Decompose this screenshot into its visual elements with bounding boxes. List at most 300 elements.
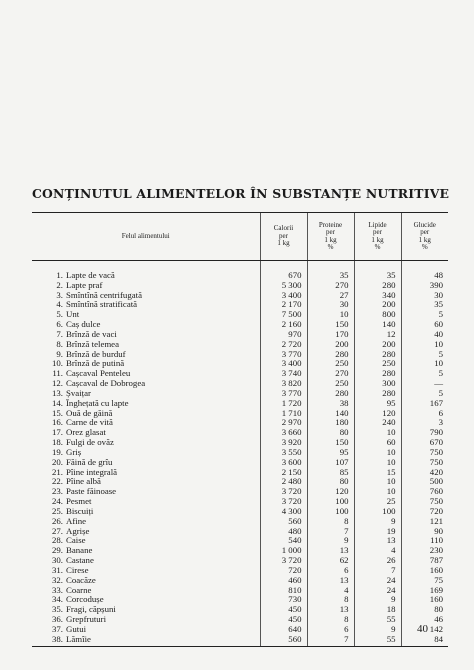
row-number: 38. — [52, 634, 63, 644]
carbs-cell: 160 — [401, 595, 448, 605]
food-name: Banane — [66, 546, 93, 556]
protein-cell: 80 — [307, 477, 354, 487]
table-row — [32, 428, 448, 438]
fat-cell: 24 — [354, 576, 401, 586]
protein-cell: 13 — [307, 605, 354, 615]
protein-cell: 6 — [307, 566, 354, 576]
fat-cell: 120 — [354, 409, 401, 419]
calories-cell: 7 500 — [260, 310, 307, 320]
protein-cell: 62 — [307, 556, 354, 566]
table-row — [32, 468, 448, 478]
table-row — [32, 556, 448, 566]
food-name: Lămîie — [66, 634, 91, 644]
calories-cell: 2 170 — [260, 300, 307, 310]
carbs-cell: 46 — [401, 615, 448, 625]
protein-cell: 85 — [307, 468, 354, 478]
food-name: Biscuiți — [66, 506, 94, 516]
row-number: 34. — [52, 595, 63, 605]
fat-cell: 280 — [354, 350, 401, 360]
carbs-cell: 110 — [401, 536, 448, 546]
calories-cell: 4 300 — [260, 507, 307, 517]
table-row — [32, 546, 448, 556]
page-number: 40 — [417, 623, 428, 635]
row-number: 27. — [52, 526, 63, 536]
header-fat-line: per — [373, 228, 382, 237]
row-number: 6. — [56, 320, 63, 330]
food-name: Fragi, căpșuni — [66, 605, 116, 615]
nutrition-table — [32, 212, 448, 647]
carbs-cell: 760 — [401, 487, 448, 497]
food-cell — [32, 487, 260, 497]
food-name: Carne de vită — [66, 418, 113, 428]
row-number: 5. — [56, 310, 63, 320]
food-cell — [32, 320, 260, 330]
food-cell — [32, 409, 260, 419]
calories-cell: 2 480 — [260, 477, 307, 487]
protein-cell: 13 — [307, 576, 354, 586]
header-protein-line: 1 kg — [324, 235, 337, 244]
header-carbs-line: per — [420, 228, 430, 237]
carbs-cell: 169 — [401, 586, 448, 596]
fat-cell: 10 — [354, 487, 401, 497]
protein-cell: 270 — [307, 281, 354, 291]
table-row — [32, 507, 448, 517]
calories-cell: 3 720 — [260, 556, 307, 566]
carbs-cell: 84 — [401, 635, 448, 647]
row-number: 8. — [56, 339, 63, 349]
protein-cell: 120 — [307, 487, 354, 497]
food-cell — [32, 546, 260, 556]
row-number: 18. — [52, 438, 63, 448]
calories-cell: 3 770 — [260, 350, 307, 360]
food-name: Paste făinoase — [66, 487, 117, 497]
protein-cell: 107 — [307, 458, 354, 468]
calories-cell: 540 — [260, 536, 307, 546]
header-fat-line: Lipide — [368, 220, 387, 229]
food-name: Coarne — [66, 585, 92, 595]
food-name: Lapte de vacă — [66, 270, 115, 280]
table-row — [32, 586, 448, 596]
header-carbs-line: % — [421, 242, 428, 251]
table-row — [32, 438, 448, 448]
fat-cell: 12 — [354, 330, 401, 340]
carbs-cell: 60 — [401, 320, 448, 330]
calories-cell: 1 710 — [260, 409, 307, 419]
food-name: Brînză de burduf — [66, 349, 126, 359]
fat-cell: 26 — [354, 556, 401, 566]
row-number: 11. — [52, 369, 63, 379]
fat-cell: 280 — [354, 389, 401, 399]
protein-cell: 7 — [307, 527, 354, 537]
calories-cell: 970 — [260, 330, 307, 340]
protein-cell: 140 — [307, 409, 354, 419]
calories-cell: 5 300 — [260, 281, 307, 291]
food-name: Agrișe — [66, 526, 90, 536]
calories-cell: 3 720 — [260, 497, 307, 507]
fat-cell: 13 — [354, 536, 401, 546]
food-name: Caise — [66, 536, 86, 546]
table-row — [32, 369, 448, 379]
food-cell — [32, 438, 260, 448]
food-cell — [32, 379, 260, 389]
calories-cell: 3 770 — [260, 389, 307, 399]
food-name: Lapte praf — [66, 280, 103, 290]
carbs-cell: 5 — [401, 350, 448, 360]
row-number: 35. — [52, 605, 63, 615]
food-name: Brînză telemea — [66, 339, 119, 349]
table-row — [32, 576, 448, 586]
calories-cell: 670 — [260, 261, 307, 281]
header-carbs-line: Glucide — [413, 220, 436, 229]
row-number: 2. — [56, 280, 63, 290]
food-cell — [32, 399, 260, 409]
food-name: Fulgi de ovăz — [66, 438, 114, 448]
row-number: 22. — [52, 477, 63, 487]
food-name: Cirese — [66, 565, 89, 575]
calories-cell: 2 160 — [260, 320, 307, 330]
fat-cell: 10 — [354, 448, 401, 458]
row-number: 29. — [52, 546, 63, 556]
row-number: 26. — [52, 516, 63, 526]
food-cell — [32, 635, 260, 647]
food-cell — [32, 300, 260, 310]
protein-cell: 8 — [307, 615, 354, 625]
calories-cell: 3 400 — [260, 291, 307, 301]
protein-cell: 100 — [307, 497, 354, 507]
table-row — [32, 291, 448, 301]
calories-cell: 2 720 — [260, 340, 307, 350]
carbs-cell: 142 — [401, 625, 448, 635]
carbs-cell: 787 — [401, 556, 448, 566]
header-protein-line: per — [326, 228, 335, 237]
protein-cell: 250 — [307, 359, 354, 369]
table-row — [32, 389, 448, 399]
protein-cell: 100 — [307, 507, 354, 517]
food-name: Pîine albă — [66, 477, 101, 487]
page-title: CONȚINUTUL ALIMENTELOR ÎN SUBSTANȚE NUTRITIVE — [32, 186, 450, 201]
table-row — [32, 350, 448, 360]
calories-cell: 2 150 — [260, 468, 307, 478]
food-cell — [32, 261, 260, 281]
food-cell — [32, 468, 260, 478]
fat-cell: 340 — [354, 291, 401, 301]
food-name: Brînză de vaci — [66, 329, 117, 339]
calories-cell: 3 550 — [260, 448, 307, 458]
fat-cell: 10 — [354, 458, 401, 468]
header-calories-line: Calorii — [273, 224, 294, 233]
table-row — [32, 517, 448, 527]
food-name: Smîntînă stratificată — [66, 300, 138, 310]
calories-cell: 2 970 — [260, 418, 307, 428]
protein-cell: 7 — [307, 635, 354, 647]
fat-cell: 10 — [354, 428, 401, 438]
row-number: 23. — [52, 487, 63, 497]
header-carbs — [401, 213, 448, 261]
carbs-cell: 750 — [401, 448, 448, 458]
food-name: Griș — [66, 447, 82, 457]
header-food: Felul alimentului — [32, 213, 260, 261]
protein-cell: 13 — [307, 546, 354, 556]
fat-cell: 4 — [354, 546, 401, 556]
row-number: 15. — [52, 408, 63, 418]
table-row — [32, 536, 448, 546]
calories-cell: 3 660 — [260, 428, 307, 438]
table-row — [32, 418, 448, 428]
protein-cell: 8 — [307, 595, 354, 605]
food-cell — [32, 389, 260, 399]
header-fat — [354, 213, 401, 261]
fat-cell: 9 — [354, 625, 401, 635]
fat-cell: 10 — [354, 477, 401, 487]
table-row — [32, 527, 448, 537]
food-cell — [32, 340, 260, 350]
food-name: Pesmet — [66, 497, 92, 507]
carbs-cell: 750 — [401, 458, 448, 468]
food-cell — [32, 527, 260, 537]
carbs-cell: 40 — [401, 330, 448, 340]
protein-cell: 30 — [307, 300, 354, 310]
fat-cell: 24 — [354, 586, 401, 596]
table-body — [32, 261, 448, 647]
fat-cell: 100 — [354, 507, 401, 517]
table-row — [32, 448, 448, 458]
protein-cell: 9 — [307, 536, 354, 546]
row-number: 20. — [52, 457, 63, 467]
food-cell — [32, 586, 260, 596]
row-number: 7. — [56, 329, 63, 339]
protein-cell: 38 — [307, 399, 354, 409]
fat-cell: 9 — [354, 595, 401, 605]
calories-cell: 730 — [260, 595, 307, 605]
food-name: Șvaițar — [66, 388, 91, 398]
row-number: 13. — [52, 388, 63, 398]
food-name: Coacăze — [66, 575, 96, 585]
food-name: Afine — [66, 516, 87, 526]
fat-cell: 19 — [354, 527, 401, 537]
fat-cell: 35 — [354, 261, 401, 281]
fat-cell: 60 — [354, 438, 401, 448]
row-number: 28. — [52, 536, 63, 546]
food-cell — [32, 507, 260, 517]
header-calories-line: per — [279, 231, 288, 240]
food-name: Unt — [66, 310, 80, 320]
food-name: Grepfruturi — [66, 614, 107, 624]
row-number: 37. — [52, 624, 63, 634]
fat-cell: 15 — [354, 468, 401, 478]
header-protein — [307, 213, 354, 261]
fat-cell: 300 — [354, 379, 401, 389]
row-number: 33. — [52, 585, 63, 595]
food-name: Caș dulce — [66, 320, 101, 330]
table-row — [32, 477, 448, 487]
food-cell — [32, 458, 260, 468]
food-name: Cașcaval de Dobrogea — [66, 379, 146, 389]
food-cell — [32, 291, 260, 301]
table-row — [32, 261, 448, 281]
protein-cell: 150 — [307, 320, 354, 330]
carbs-cell: 390 — [401, 281, 448, 291]
food-name: Castane — [66, 556, 94, 566]
row-number: 14. — [52, 398, 63, 408]
calories-cell: 450 — [260, 605, 307, 615]
fat-cell: 240 — [354, 418, 401, 428]
fat-cell: 7 — [354, 566, 401, 576]
protein-cell: 200 — [307, 340, 354, 350]
carbs-cell: 500 — [401, 477, 448, 487]
row-number: 21. — [52, 467, 63, 477]
row-number: 32. — [52, 575, 63, 585]
protein-cell: 270 — [307, 369, 354, 379]
food-cell — [32, 418, 260, 428]
food-cell — [32, 359, 260, 369]
carbs-cell: — — [401, 379, 448, 389]
food-cell — [32, 310, 260, 320]
protein-cell: 250 — [307, 379, 354, 389]
calories-cell: 3 740 — [260, 369, 307, 379]
calories-cell: 3 720 — [260, 487, 307, 497]
table-row — [32, 399, 448, 409]
table-row — [32, 605, 448, 615]
fat-cell: 55 — [354, 615, 401, 625]
calories-cell: 1 720 — [260, 399, 307, 409]
food-cell — [32, 477, 260, 487]
row-number: 3. — [56, 290, 63, 300]
protein-cell: 280 — [307, 350, 354, 360]
food-cell — [32, 536, 260, 546]
row-number: 36. — [52, 614, 63, 624]
carbs-cell: 670 — [401, 438, 448, 448]
table-row — [32, 635, 448, 647]
fat-cell: 95 — [354, 399, 401, 409]
table-row — [32, 409, 448, 419]
protein-cell: 150 — [307, 438, 354, 448]
calories-cell: 3 600 — [260, 458, 307, 468]
carbs-cell: 167 — [401, 399, 448, 409]
table-row — [32, 340, 448, 350]
carbs-cell: 790 — [401, 428, 448, 438]
protein-cell: 170 — [307, 330, 354, 340]
calories-cell: 450 — [260, 615, 307, 625]
food-name: Ouă de găină — [66, 408, 113, 418]
protein-cell: 27 — [307, 291, 354, 301]
carbs-cell: 6 — [401, 409, 448, 419]
carbs-cell: 160 — [401, 566, 448, 576]
table-row — [32, 487, 448, 497]
header-protein-line: % — [327, 242, 334, 251]
food-name: Brînză de putină — [66, 359, 125, 369]
calories-cell: 460 — [260, 576, 307, 586]
fat-cell: 200 — [354, 300, 401, 310]
protein-cell: 6 — [307, 625, 354, 635]
fat-cell: 9 — [354, 517, 401, 527]
table-row — [32, 566, 448, 576]
fat-cell: 280 — [354, 281, 401, 291]
fat-cell: 800 — [354, 310, 401, 320]
protein-cell: 10 — [307, 310, 354, 320]
row-number: 12. — [52, 379, 63, 389]
header-calories — [260, 213, 307, 261]
protein-cell: 4 — [307, 586, 354, 596]
food-name: Orez glasat — [66, 428, 106, 438]
header-fat-line: % — [374, 242, 381, 251]
protein-cell: 95 — [307, 448, 354, 458]
food-cell — [32, 556, 260, 566]
food-cell — [32, 281, 260, 291]
table-row — [32, 625, 448, 635]
food-cell — [32, 595, 260, 605]
row-number: 19. — [52, 447, 63, 457]
food-name: Smîntînă centrifugată — [66, 290, 142, 300]
protein-cell: 35 — [307, 261, 354, 281]
carbs-cell: 90 — [401, 527, 448, 537]
calories-cell: 1 000 — [260, 546, 307, 556]
carbs-cell: 3 — [401, 418, 448, 428]
table-row — [32, 615, 448, 625]
carbs-cell: 10 — [401, 359, 448, 369]
food-cell — [32, 448, 260, 458]
protein-cell: 180 — [307, 418, 354, 428]
food-cell — [32, 625, 260, 635]
calories-cell: 3 820 — [260, 379, 307, 389]
table-row — [32, 379, 448, 389]
carbs-cell: 10 — [401, 340, 448, 350]
food-name: Cașcaval Penteleu — [66, 369, 131, 379]
table-row — [32, 320, 448, 330]
carbs-cell: 420 — [401, 468, 448, 478]
food-cell — [32, 605, 260, 615]
food-name: Făină de grîu — [66, 457, 113, 467]
calories-cell: 810 — [260, 586, 307, 596]
row-number: 16. — [52, 418, 63, 428]
calories-cell: 480 — [260, 527, 307, 537]
header-calories-line: 1 kg — [277, 239, 290, 248]
row-number: 4. — [56, 300, 63, 310]
row-number: 25. — [52, 506, 63, 516]
header-carbs-line: 1 kg — [418, 235, 431, 244]
calories-cell: 3 920 — [260, 438, 307, 448]
table-row — [32, 497, 448, 507]
food-cell — [32, 497, 260, 507]
calories-cell: 640 — [260, 625, 307, 635]
table-row — [32, 458, 448, 468]
table-row — [32, 359, 448, 369]
carbs-cell: 35 — [401, 300, 448, 310]
header-protein-line: Proteine — [318, 220, 343, 229]
fat-cell: 250 — [354, 359, 401, 369]
calories-cell: 720 — [260, 566, 307, 576]
food-cell — [32, 517, 260, 527]
row-number: 1. — [56, 270, 63, 280]
table-row — [32, 330, 448, 340]
carbs-cell: 720 — [401, 507, 448, 517]
carbs-cell: 121 — [401, 517, 448, 527]
carbs-cell: 230 — [401, 546, 448, 556]
table-row — [32, 310, 448, 320]
row-number: 30. — [52, 556, 63, 566]
table-row — [32, 595, 448, 605]
food-cell — [32, 428, 260, 438]
carbs-cell: 5 — [401, 389, 448, 399]
carbs-cell: 750 — [401, 497, 448, 507]
protein-cell: 80 — [307, 428, 354, 438]
food-cell — [32, 350, 260, 360]
protein-cell: 280 — [307, 389, 354, 399]
carbs-cell: 80 — [401, 605, 448, 615]
row-number: 17. — [52, 428, 63, 438]
header-fat-line: 1 kg — [371, 235, 384, 244]
carbs-cell: 75 — [401, 576, 448, 586]
row-number: 24. — [52, 497, 63, 507]
